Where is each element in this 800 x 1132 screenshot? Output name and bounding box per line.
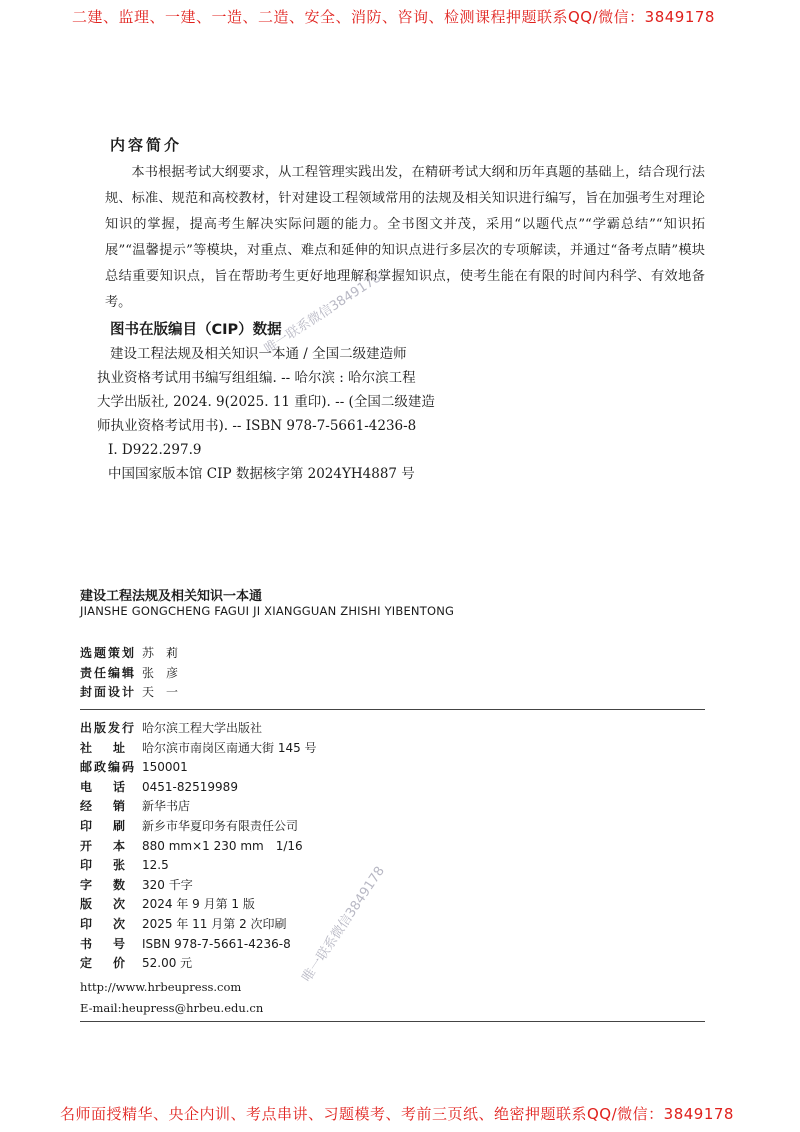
watermark-lower: 唯一联系微信3849178 [299, 863, 388, 985]
publication-label [80, 895, 125, 915]
cip-line: 执业资格考试用书编写组组编. -- 哈尔滨 : 哈尔滨工程 [97, 370, 416, 386]
publication-row [80, 817, 317, 837]
publication-label-char: 经 [80, 799, 93, 814]
publication-label-char: 定 [80, 956, 93, 971]
publication-label-char: 书 [80, 936, 93, 951]
credit-value: 苏 莉 [142, 646, 179, 660]
publication-info [80, 719, 317, 1019]
publication-value: 320 千字 [142, 877, 193, 892]
publication-label-char: 版 [80, 897, 93, 912]
publication-label-char: 张 [112, 858, 125, 873]
publication-value: 哈尔滨工程大学出版社 [142, 721, 263, 735]
publication-label [80, 778, 125, 798]
publication-value: 2025 年 11 月第 2 次印刷 [142, 916, 287, 931]
publication-label-char: 印 [80, 916, 93, 931]
cip-line: 建设工程法规及相关知识一本通 / 全国二级建造师 [110, 346, 407, 362]
publication-value: 52.00 元 [142, 956, 193, 971]
cip-line: Ⅰ. D922.297.9 [108, 442, 202, 458]
credit-row [80, 644, 178, 664]
credits-list [80, 644, 178, 703]
credit-label: 责任编辑 [80, 665, 137, 680]
credit-label: 选题策划 [80, 646, 137, 660]
cip-line: 大学出版社, 2024. 9(2025. 11 重印). -- (全国二级建造 [97, 394, 435, 410]
publisher-website[interactable]: http://www.hrbeupress.com [80, 979, 242, 994]
publication-label [80, 856, 125, 876]
publication-row [80, 954, 317, 974]
publication-value: 150001 [142, 760, 188, 775]
publication-label-char: 数 [112, 877, 125, 892]
publication-label-char: 印 [80, 818, 93, 833]
intro-section [105, 160, 705, 316]
publication-row [80, 915, 317, 935]
credit-value: 天 一 [142, 685, 179, 699]
publication-row [80, 876, 317, 896]
publication-label [80, 837, 125, 857]
publication-label [80, 935, 125, 955]
publication-label-char: 址 [112, 740, 125, 755]
publication-label-char: 号 [112, 936, 125, 951]
credit-row [80, 683, 178, 703]
publication-label-char: 社 [80, 740, 93, 755]
publication-label-char: 刷 [112, 818, 125, 833]
publication-label-char: 本 [112, 838, 125, 853]
publication-label [80, 797, 125, 817]
publication-label-char: 销 [112, 799, 125, 814]
cip-block [97, 342, 470, 486]
publication-label-char: 话 [112, 779, 125, 794]
publication-row [80, 895, 317, 915]
publication-value: 哈尔滨市南岗区南通大街 145 号 [142, 740, 317, 755]
publication-label [80, 817, 125, 837]
publication-value: 新乡市华夏印务有限责任公司 [142, 818, 299, 833]
publication-row [80, 758, 317, 778]
publication-label-char: 字 [80, 877, 93, 892]
cip-line: 中国国家版本馆 CIP 数据核字第 2024YH4887 号 [108, 466, 415, 482]
credit-label: 封面设计 [80, 685, 137, 699]
intro-heading: 内容简介 [110, 136, 183, 154]
publication-label-char: 开 [80, 838, 93, 853]
publication-label-char: 次 [112, 916, 125, 931]
publication-row [80, 935, 317, 955]
publication-row [80, 719, 317, 739]
top-promo-banner: 二建、监理、一建、一造、二造、安全、消防、咨询、检测课程押题联系QQ/微信：3849178 [72, 8, 715, 26]
publication-label-char: 印 [80, 858, 93, 873]
divider-bottom [80, 1021, 705, 1022]
publication-value: 新华书店 [142, 799, 191, 814]
publication-value: 2024 年 9 月第 1 版 [142, 897, 255, 912]
watermark-upper: 唯一联系微信3849178 [261, 270, 384, 357]
publication-row [80, 856, 317, 876]
intro-paragraph: 本书根据考试大纲要求，从工程管理实践出发，在精研考试大纲和历年真题的基础上，结合现行法规、标准、规范和高校教材，针对建设工程领域常用的法规及相关知识进行编写，旨在加强考生对理论知识的掌握，提高考生解决实际问题的能力。全书图文并茂，采用“以题代点”“学霸总结”“知识拓展”“温馨提示”等模块，对重点、难点和延伸的知识点进行多层次的专项解读，并通过“备考点睛”模块总结重要知识点，旨在帮助考生更好地理解和掌握知识点，使考生能在有限的时间内科学、有效地备考。 [105, 165, 705, 310]
publication-label [80, 954, 125, 974]
credit-row [80, 664, 178, 684]
cip-line: 师执业资格考试用书). -- ISBN 978-7-5661-4236-8 [97, 418, 417, 434]
publication-value: 0451-82519989 [142, 779, 238, 794]
publication-row [80, 837, 317, 857]
publication-row [80, 739, 317, 759]
publication-label: 邮政编码 [80, 760, 137, 775]
book-title-pinyin: JIANSHE GONGCHENG FAGUI JI XIANGGUAN ZHISHI YIBENTONG [80, 604, 455, 618]
publication-value: 12.5 [142, 858, 169, 873]
publication-label: 出版发行 [80, 721, 137, 735]
publication-label [80, 876, 125, 896]
bottom-promo-banner: 名师面授精华、央企内训、考点串讲、习题模考、考前三页纸、绝密押题联系QQ/微信：3849178 [60, 1105, 734, 1123]
publication-label [80, 739, 125, 759]
publication-label-char: 价 [112, 956, 125, 971]
publication-label-char: 次 [112, 897, 125, 912]
credit-value: 张 彦 [142, 665, 179, 680]
publication-value: 880 mm×1 230 mm 1/16 [142, 838, 303, 853]
publisher-email[interactable]: E-mail:heupress@hrbeu.edu.cn [80, 1001, 264, 1016]
cip-heading: 图书在版编目（CIP）数据 [110, 322, 282, 338]
book-title: 建设工程法规及相关知识一本通 [80, 589, 263, 604]
publication-row [80, 778, 317, 798]
divider-top [80, 709, 705, 710]
publication-value: ISBN 978-7-5661-4236-8 [142, 936, 291, 951]
publication-label [80, 915, 125, 935]
publication-label-char: 电 [80, 779, 93, 794]
publication-row [80, 797, 317, 817]
